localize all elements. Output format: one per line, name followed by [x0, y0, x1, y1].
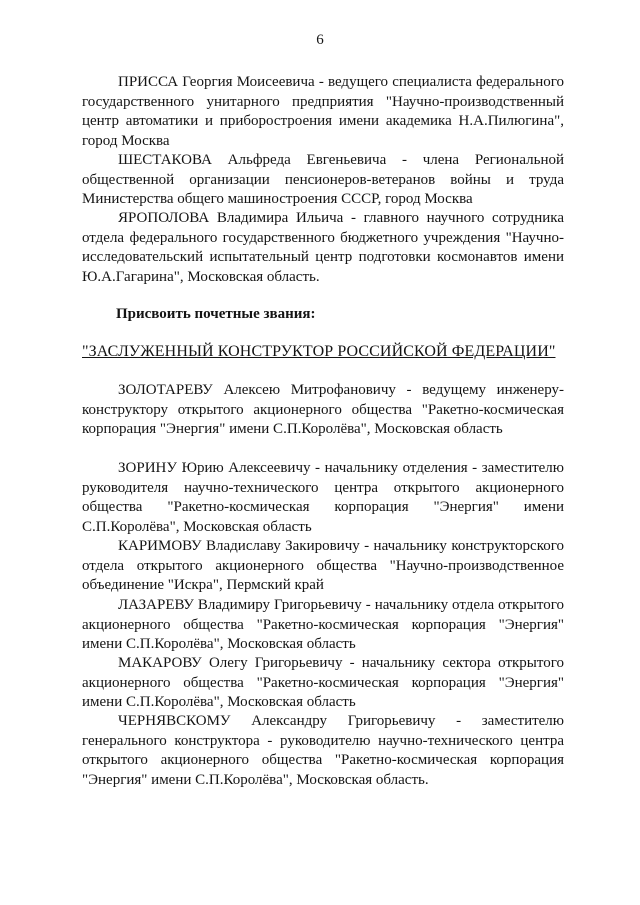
intro-entry-shestakova	[82, 151, 564, 210]
intro-entry-prissa	[82, 73, 564, 151]
entry-surname: ЯРОПОЛОВА	[118, 210, 210, 226]
award-entry-karimov	[82, 537, 564, 596]
entry-surname: КАРИМОВУ	[118, 538, 202, 554]
entry-text: Алексею Митрофановичу - ведущему инженеру-конструктору открытого акционерного общества "Ракетно-космическая корпорация "Энергия" имени С.П.Королёва", Московская область	[82, 382, 565, 438]
entry-text: Олегу Григорьевичу - начальнику сектора открытого акционерного общества "Ракетно-космическая корпорация "Энергия" имени С.П.Королёва", Московская область	[82, 655, 564, 711]
entry-text: Александру Григорьевичу - заместителю генерального конструктора - руководителю научно-технического центра открытого акционерного общества "Ракетно-космическая корпорация "Энергия" имени С.П.Королёва", Московская область.	[82, 713, 564, 788]
entry-surname: ЗОРИНУ	[118, 460, 177, 476]
entry-text: Альфреда Евгеньевича - члена Региональной общественной организации пенсионеров-ветеранов войны и труда Министерства общего машиностроения СССР, город Москва	[82, 152, 565, 208]
section-heading: Присвоить почетные звания:	[116, 306, 316, 322]
entry-surname: МАКАРОВУ	[118, 655, 202, 671]
entry-surname: ПРИССА	[118, 74, 179, 90]
entry-text: Владимира Ильича - главного научного сотрудника отдела федерального государственного бюджетного учреждения "Научно-исследовательский испытательный центр подготовки космонавтов имени Ю.А.Гагарина", Московская область.	[82, 210, 565, 285]
award-title: "ЗАСЛУЖЕННЫЙ КОНСТРУКТОР РОССИЙСКОЙ ФЕДЕРАЦИИ"	[82, 343, 556, 360]
entry-text: Юрию Алексеевичу - начальнику отделения - заместителю руководителя научно-технического центра открытого акционерного общества "Ракетно-космическая корпорация "Энергия" имени С.П.Королёва", Московская область	[82, 460, 565, 535]
entry-surname: ЛАЗАРЕВУ	[118, 597, 194, 613]
award-entry-zolotarev	[82, 381, 564, 440]
award-entry-chernyavsky	[82, 712, 564, 790]
entry-surname: ЗОЛОТАРЕВУ	[118, 382, 213, 398]
entry-text: Владиславу Закировичу - начальнику конструкторского отдела открытого акционерного общества "Научно-производственное объединение "Искра", Пермский край	[82, 538, 565, 594]
award-entry-lazarev	[82, 596, 564, 655]
page-number: 6	[316, 32, 324, 48]
entry-text: Владимиру Григорьевичу - начальнику отдела открытого акционерного общества "Ракетно-космическая корпорация "Энергия" имени С.П.Королёва", Московская область	[82, 597, 565, 653]
award-entry-makarov	[82, 654, 564, 713]
award-entry-zorin	[82, 459, 564, 537]
entry-surname: ШЕСТАКОВА	[118, 152, 212, 168]
intro-entry-yaropolova	[82, 209, 564, 287]
entry-text: Георгия Моисеевича - ведущего специалиста федерального государственного унитарного предприятия "Научно-производственный центр автоматики и приборостроения имени академика Н.А.Пилюгина", город Москва	[82, 74, 565, 149]
entry-surname: ЧЕРНЯВСКОМУ	[118, 713, 231, 729]
